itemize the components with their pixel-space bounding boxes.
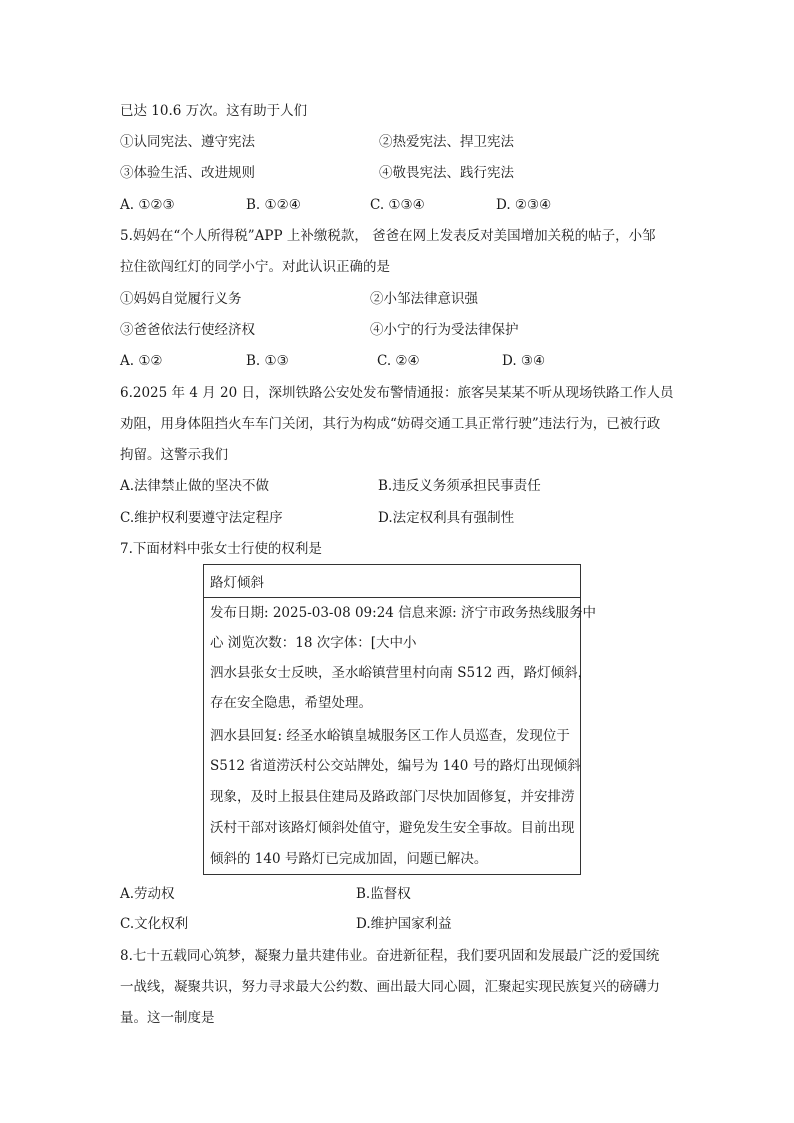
news-reply-line-1: 泗水县回复: 经圣水峪镇皇城服务区工作人员巡查，发现位于 [210,728,570,744]
news-reply-line-5: 倾斜的 140 号路灯已完成加固，问题已解决。 [210,851,488,867]
q6-stem-line-2: 劝阻，用身体阻挡火车车门关闭，其行为构成“妨碍交通工具正常行驶”违法行为，已被行政 [120,416,661,432]
q5-option-4: ④小宁的行为受法律保护 [370,322,519,338]
q7-choice-b: B.监督权 [356,886,411,902]
news-reply-line-2: S512 省道涝沃村公交站牌处，编号为 140 号的路灯出现倾斜 [210,758,581,774]
news-meta-line-2: 心 浏览次数：18 次字体：[大中小 [210,635,417,651]
q6-stem-line-3: 拘留。这警示我们 [120,447,228,463]
news-material-box [203,564,597,875]
q4-option-3: ③体验生活、改进规则 [120,165,255,181]
q7-choice-c: C.文化权利 [120,916,189,932]
q4-choice-d: D. ②③④ [496,197,552,213]
q4-stem-end: 已达 10.6 万次。这有助于人们 [120,103,308,119]
q8-stem-line-3: 量。这一制度是 [120,1010,215,1026]
q4-choice-c: C. ①③④ [370,197,425,213]
news-reply-line-3: 现象，及时上报县住建局及路政部门尽快加固修复，并安排涝 [210,789,575,805]
q5-choice-a: A. ①② [120,353,163,369]
q5-option-3: ③爸爸依法行使经济权 [120,322,255,338]
q6-choice-c: C.维护权利要遵守法定程序 [120,510,283,526]
q6-stem-line-1: 6.2025 年 4 月 20 日，深圳铁路公安处发布警情通报：旅客吴某某不听从现场铁路工作人员 [120,385,674,401]
q6-choice-d: D.法定权利具有强制性 [378,510,515,526]
q8-stem-line-1: 8.七十五载同心筑梦，凝聚力量共建伟业。奋进新征程，我们要巩固和发展最广泛的爱国统 [120,948,660,964]
q5-choice-d: D. ③④ [502,353,546,369]
q5-choice-c: C. ②④ [377,353,420,369]
news-reply-line-4: 沃村干部对该路灯倾斜处值守，避免发生安全事故。目前出现 [210,820,575,836]
q5-option-1: ①妈妈自觉履行义务 [120,291,242,307]
q5-stem-line-1: 5.妈妈在“个人所得税”APP 上补缴税款， 爸爸在网上发表反对美国增加关税的帖子，小邹 [120,228,656,244]
news-meta-line-1: 发布日期: 2025-03-08 09:24 信息来源: 济宁市政务热线服务中 [210,605,597,621]
q6-choice-b: B.违反义务须承担民事责任 [378,478,541,494]
q4-option-4: ④敬畏宪法、践行宪法 [379,165,514,181]
news-title-row [204,565,580,598]
news-title: 路灯倾斜 [210,575,264,591]
q5-choice-b: B. ①③ [246,353,289,369]
q7-stem: 7.下面材料中张女士行使的权利是 [120,541,322,557]
news-report-line-1: 泗水县张女士反映，圣水峪镇营里村向南 S512 西，路灯倾斜， [210,665,592,681]
q5-stem-line-2: 拉住欲闯红灯的同学小宁。对此认识正确的是 [120,259,390,275]
q4-option-1: ①认同宪法、遵守宪法 [120,134,255,150]
q5-option-2: ②小邹法律意识强 [370,291,478,307]
q7-choice-d: D.维护国家利益 [356,916,452,932]
news-report-line-2: 存在安全隐患，希望处理。 [210,695,372,711]
q4-option-2: ②热爱宪法、捍卫宪法 [379,134,514,150]
q6-choice-a: A.法律禁止做的坚决不做 [120,478,270,494]
q4-choice-b: B. ①②④ [246,197,301,213]
q8-stem-line-2: 一战线，凝聚共识，努力寻求最大公约数、画出最大同心圆，汇聚起实现民族复兴的磅礴力 [120,979,660,995]
q7-choice-a: A.劳动权 [120,886,175,902]
q4-choice-a: A. ①②③ [120,197,175,213]
